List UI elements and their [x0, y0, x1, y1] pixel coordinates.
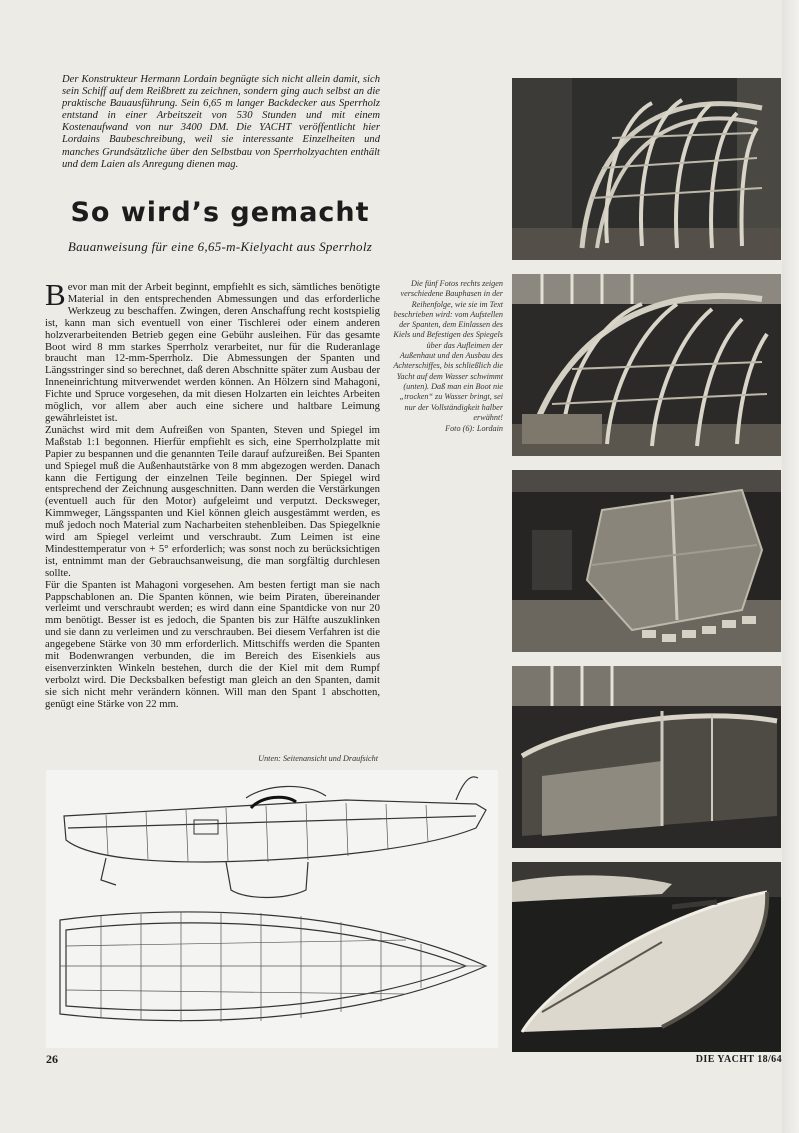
plan-drawing: [46, 770, 498, 1048]
body-paragraph-3: Für die Spanten ist Mahagoni vorgesehen. Am besten fertigt man sie nach Pappschablonen an. Die Spanten können, wie beim Piraten, übereinander verleimt und verschraubt werden; es wird dann eine Spantdicke von nur 20 mm benötigt. Besser ist es jedoch, die Spanten bis zur Hälfte auszuklinken und sie dann zu verleimen und zu verschrauben. Bei diesem Verfahren ist die angegebene Stärke von 30 mm erforderlich. Mittschiffs werden die Spanten mit Bodenwrangen verbunden, die im Bereich des Eisenkiels aus eisenverzinkten Winkeln bestehen, durch die der Kiel mit dem Rumpf verbolzt wird. Die Decksbalken befestigt man gleich an den Spanten, damit sie sich nicht mehr verändern können. Will man den Spant 1 abschotten, genügt eine Stärke von 22 mm.: [45, 578, 380, 710]
photo-caption: [392, 279, 503, 434]
intro-paragraph: Der Konstrukteur Hermann Lordain begnügte sich nicht allein damit, sich sein Schiff auf dem Reißbrett zu zeichnen, sondern ging auch selbst an die praktische Bauausführung. Sein 6,65 m langer Backdecker aus Sperrholz entstand in einer Arbeitszeit von 530 Stunden und mit einem Kostenaufwand von nur 3400 DM. Die YACHT veröffentlicht hier Lordains Baubeschreibung, weil sie interessante Einzelheiten und manches Grundsätzliche über den Selbstbau von Sperrholzyachten enthält und dem Laien als Anregung dienen mag.: [62, 74, 380, 170]
body-paragraph-1-text: evor man mit der Arbeit beginnt, empfiehlt es sich, sämtliches benötigte Material in den entsprechenden Abmessungen und das erforderliche Werkzeug zu beschaffen. Zwingen, deren Anschaffung recht kostspielig ist, kann man sich eventuell von einer Tischlerei oder einem anderen holzverarbeitenden Betrieb gegen eine Gebühr ausleihen. Für das gesamte Boot wird 8 mm starkes Sperrholz verarbeitet, nur für die Ruderanlage braucht man 12-mm-Sperrholz. Die Abmessungen der Spanten und Längsstringer sind so berechnet, daß deren Abschnitte später zum Ausbau der Inneneinrichtung mitverwendet werden können. An Hölzern sind Mahagoni, Fichte und Spruce vorgesehen, da mit diesen Holzarten ein leichtes Arbeiten möglich, vor allem aber auch eine sichere und haltbare Leimung gewährleistet ist.: [45, 281, 380, 424]
body-paragraph-1: [45, 277, 380, 425]
article-body: [45, 277, 380, 711]
construction-drawing: [46, 770, 498, 1048]
photo-stern-fitout: [512, 666, 781, 848]
page-number: 26: [46, 1052, 58, 1066]
photo-caption-text: Die fünf Fotos rechts zeigen verschiedene Bauphasen in der Reihenfolge, wie sie im Text beschrieben wird: vom Aufstellen der Spanten, dem Einlassen des Kiels und Befestigen des Spiegels über das Aufleimen der Außenhaut und den Ausbau des Achterschiffes, bis schließlich die Yacht auf dem Wasser schwimmt (unten). Daß man ein Boot nie „trocken“ zu Wasser bringt, sei nur der Vollständigkeit halber erwähnt!: [393, 279, 503, 422]
photo-keel-transom: [512, 274, 781, 456]
photo-frames-setup: [512, 78, 781, 260]
drawing-caption: Unten: Seitenansicht und Draufsicht: [258, 754, 378, 763]
article-headline: So wird’s gemacht: [70, 197, 370, 228]
photo-planked-hull: [512, 470, 781, 652]
body-paragraph-2: Zunächst wird mit dem Aufreißen von Spanten, Steven und Spiegel im Maßstab 1:1 begonnen. Hierfür empfiehlt es sich, eine Sperrholzplatte mit Papier zu bespannen und die genannten Teile darauf aufzureißen. Bei Spanten und Spiegel muß die Außenhautstärke von 8 mm abgezogen werden. Danach kann die Fertigung der einzelnen Teile beginnen. Der Spiegel wird entsprechend der Zeichnung ausgeschnitten. Dann werden die Verstärkungen (eventuell auch für den Motor) aufgeleimt und verputzt. Decksweger, Kimmweger, Längsspanten und Kiel können gleich ausgestämmt werden, es muß jedoch noch Material zum Nacharbeiten stehenbleiben. Das Spiegelknie wird am Spiegel verleimt und verschraubt. Zum Leimen ist eine Mindesttemperatur von + 5° erforderlich; was sonst noch zu berücksichtigen ist, entnimmt man der Gebrauchsanweisung, die man sorgfältig durchlesen sollte.: [45, 423, 380, 579]
article-subheadline: Bauanweisung für eine 6,65-m-Kielyacht aus Sperrholz: [67, 239, 373, 254]
magazine-issue: DIE YACHT 18/64: [695, 1054, 782, 1065]
photo-yacht-afloat: [512, 862, 781, 1052]
page-edge: [782, 0, 799, 1133]
photo-credit: Foto (6): Lordain: [445, 424, 503, 434]
drop-cap: B: [45, 277, 66, 312]
